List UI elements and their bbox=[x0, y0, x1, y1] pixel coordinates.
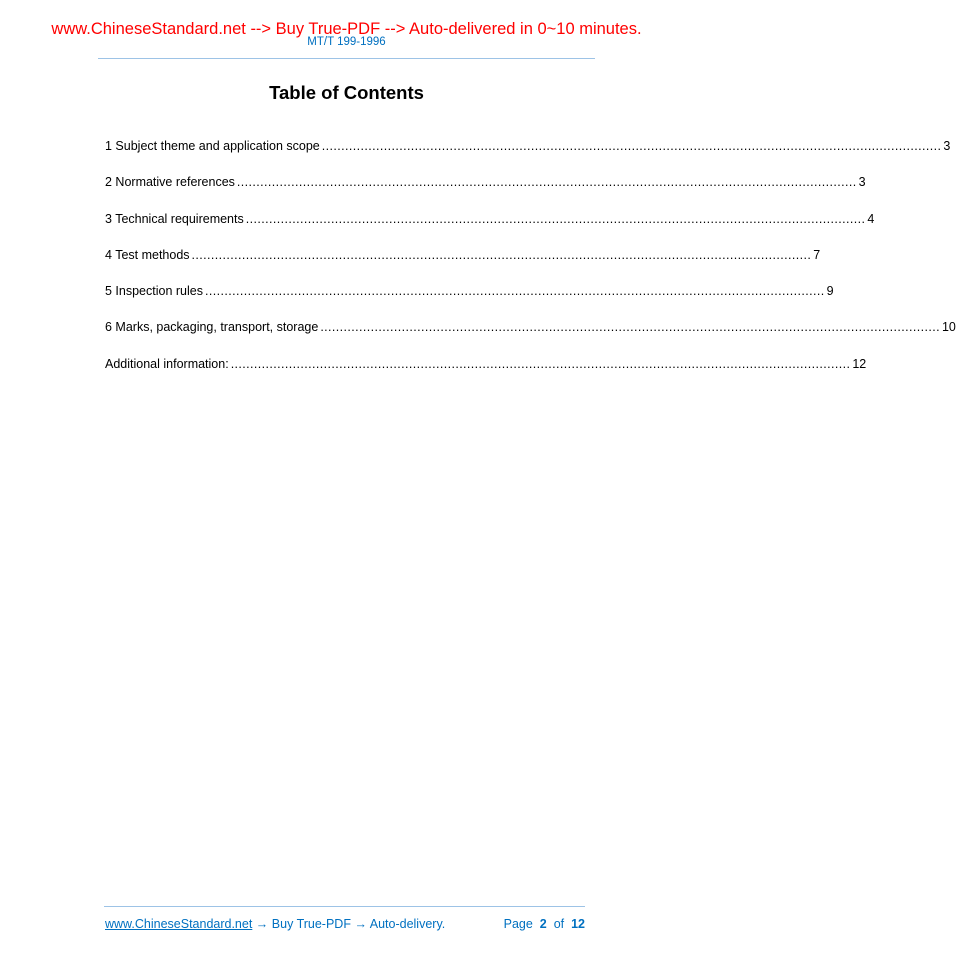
toc-dot-leader: ................................................................................................................................................................ bbox=[204, 284, 825, 299]
page-footer bbox=[105, 916, 585, 932]
arrow-right-icon: → bbox=[255, 917, 269, 931]
toc-entry[interactable] bbox=[105, 356, 867, 392]
footer-delivery-text: Auto-delivery. bbox=[369, 917, 446, 931]
toc-entry-label: 6 Marks, packaging, transport, storage bbox=[105, 320, 319, 335]
page-total: 12 bbox=[571, 917, 585, 931]
toc-entry-page: 7 bbox=[813, 247, 821, 262]
toc-entry-label: 2 Normative references bbox=[105, 175, 235, 190]
toc-entry[interactable] bbox=[105, 211, 875, 247]
toc-dot-leader: ................................................................................................................................................................ bbox=[191, 247, 812, 262]
toc-entry-label: 5 Inspection rules bbox=[105, 284, 203, 299]
document-code: MT/T 199-1996 bbox=[307, 36, 386, 48]
toc-dot-leader: ................................................................................................................................................................ bbox=[236, 175, 857, 190]
footer-promo bbox=[105, 916, 445, 932]
page-number bbox=[504, 916, 585, 932]
header-divider bbox=[98, 58, 595, 59]
toc-entry-page: 3 bbox=[858, 175, 866, 190]
page-word: Page bbox=[503, 917, 533, 931]
toc-entry-label: Additional information: bbox=[105, 356, 229, 371]
toc-entry-page: 4 bbox=[867, 211, 875, 226]
footer-divider bbox=[104, 906, 585, 907]
toc-dot-leader: ................................................................................................................................................................ bbox=[321, 139, 942, 153]
toc-entry-label: 4 Test methods bbox=[105, 247, 190, 262]
toc-dot-leader: ................................................................................................................................................................ bbox=[245, 211, 866, 226]
toc-entry-page: 12 bbox=[852, 356, 867, 371]
table-of-contents bbox=[105, 138, 956, 392]
toc-entry[interactable] bbox=[105, 174, 866, 210]
toc-dot-leader: ................................................................................................................................................................ bbox=[230, 356, 851, 371]
toc-entry-page: 3 bbox=[943, 139, 951, 153]
toc-entry[interactable] bbox=[105, 247, 821, 283]
toc-entry-label: 3 Technical requirements bbox=[105, 211, 244, 226]
footer-buy-text: Buy True-PDF bbox=[271, 917, 351, 931]
toc-entry-page: 9 bbox=[826, 284, 834, 299]
toc-entry-page: 10 bbox=[941, 320, 956, 335]
footer-site-link[interactable]: www.ChineseStandard.net bbox=[105, 917, 253, 931]
toc-dot-leader: ................................................................................................................................................................ bbox=[320, 320, 940, 335]
toc-entry-label: 1 Subject theme and application scope bbox=[105, 139, 320, 153]
page-title: Table of Contents bbox=[269, 82, 424, 103]
arrow-right-icon: → bbox=[354, 917, 367, 931]
promo-banner[interactable]: www.ChineseStandard.net --> Buy True-PDF --> Auto-delivered in 0~10 minutes. bbox=[51, 20, 642, 38]
toc-entry[interactable] bbox=[105, 319, 956, 355]
toc-entry[interactable] bbox=[105, 138, 951, 174]
toc-entry[interactable] bbox=[105, 283, 834, 319]
of-word: of bbox=[553, 917, 565, 931]
page-current: 2 bbox=[539, 917, 547, 931]
